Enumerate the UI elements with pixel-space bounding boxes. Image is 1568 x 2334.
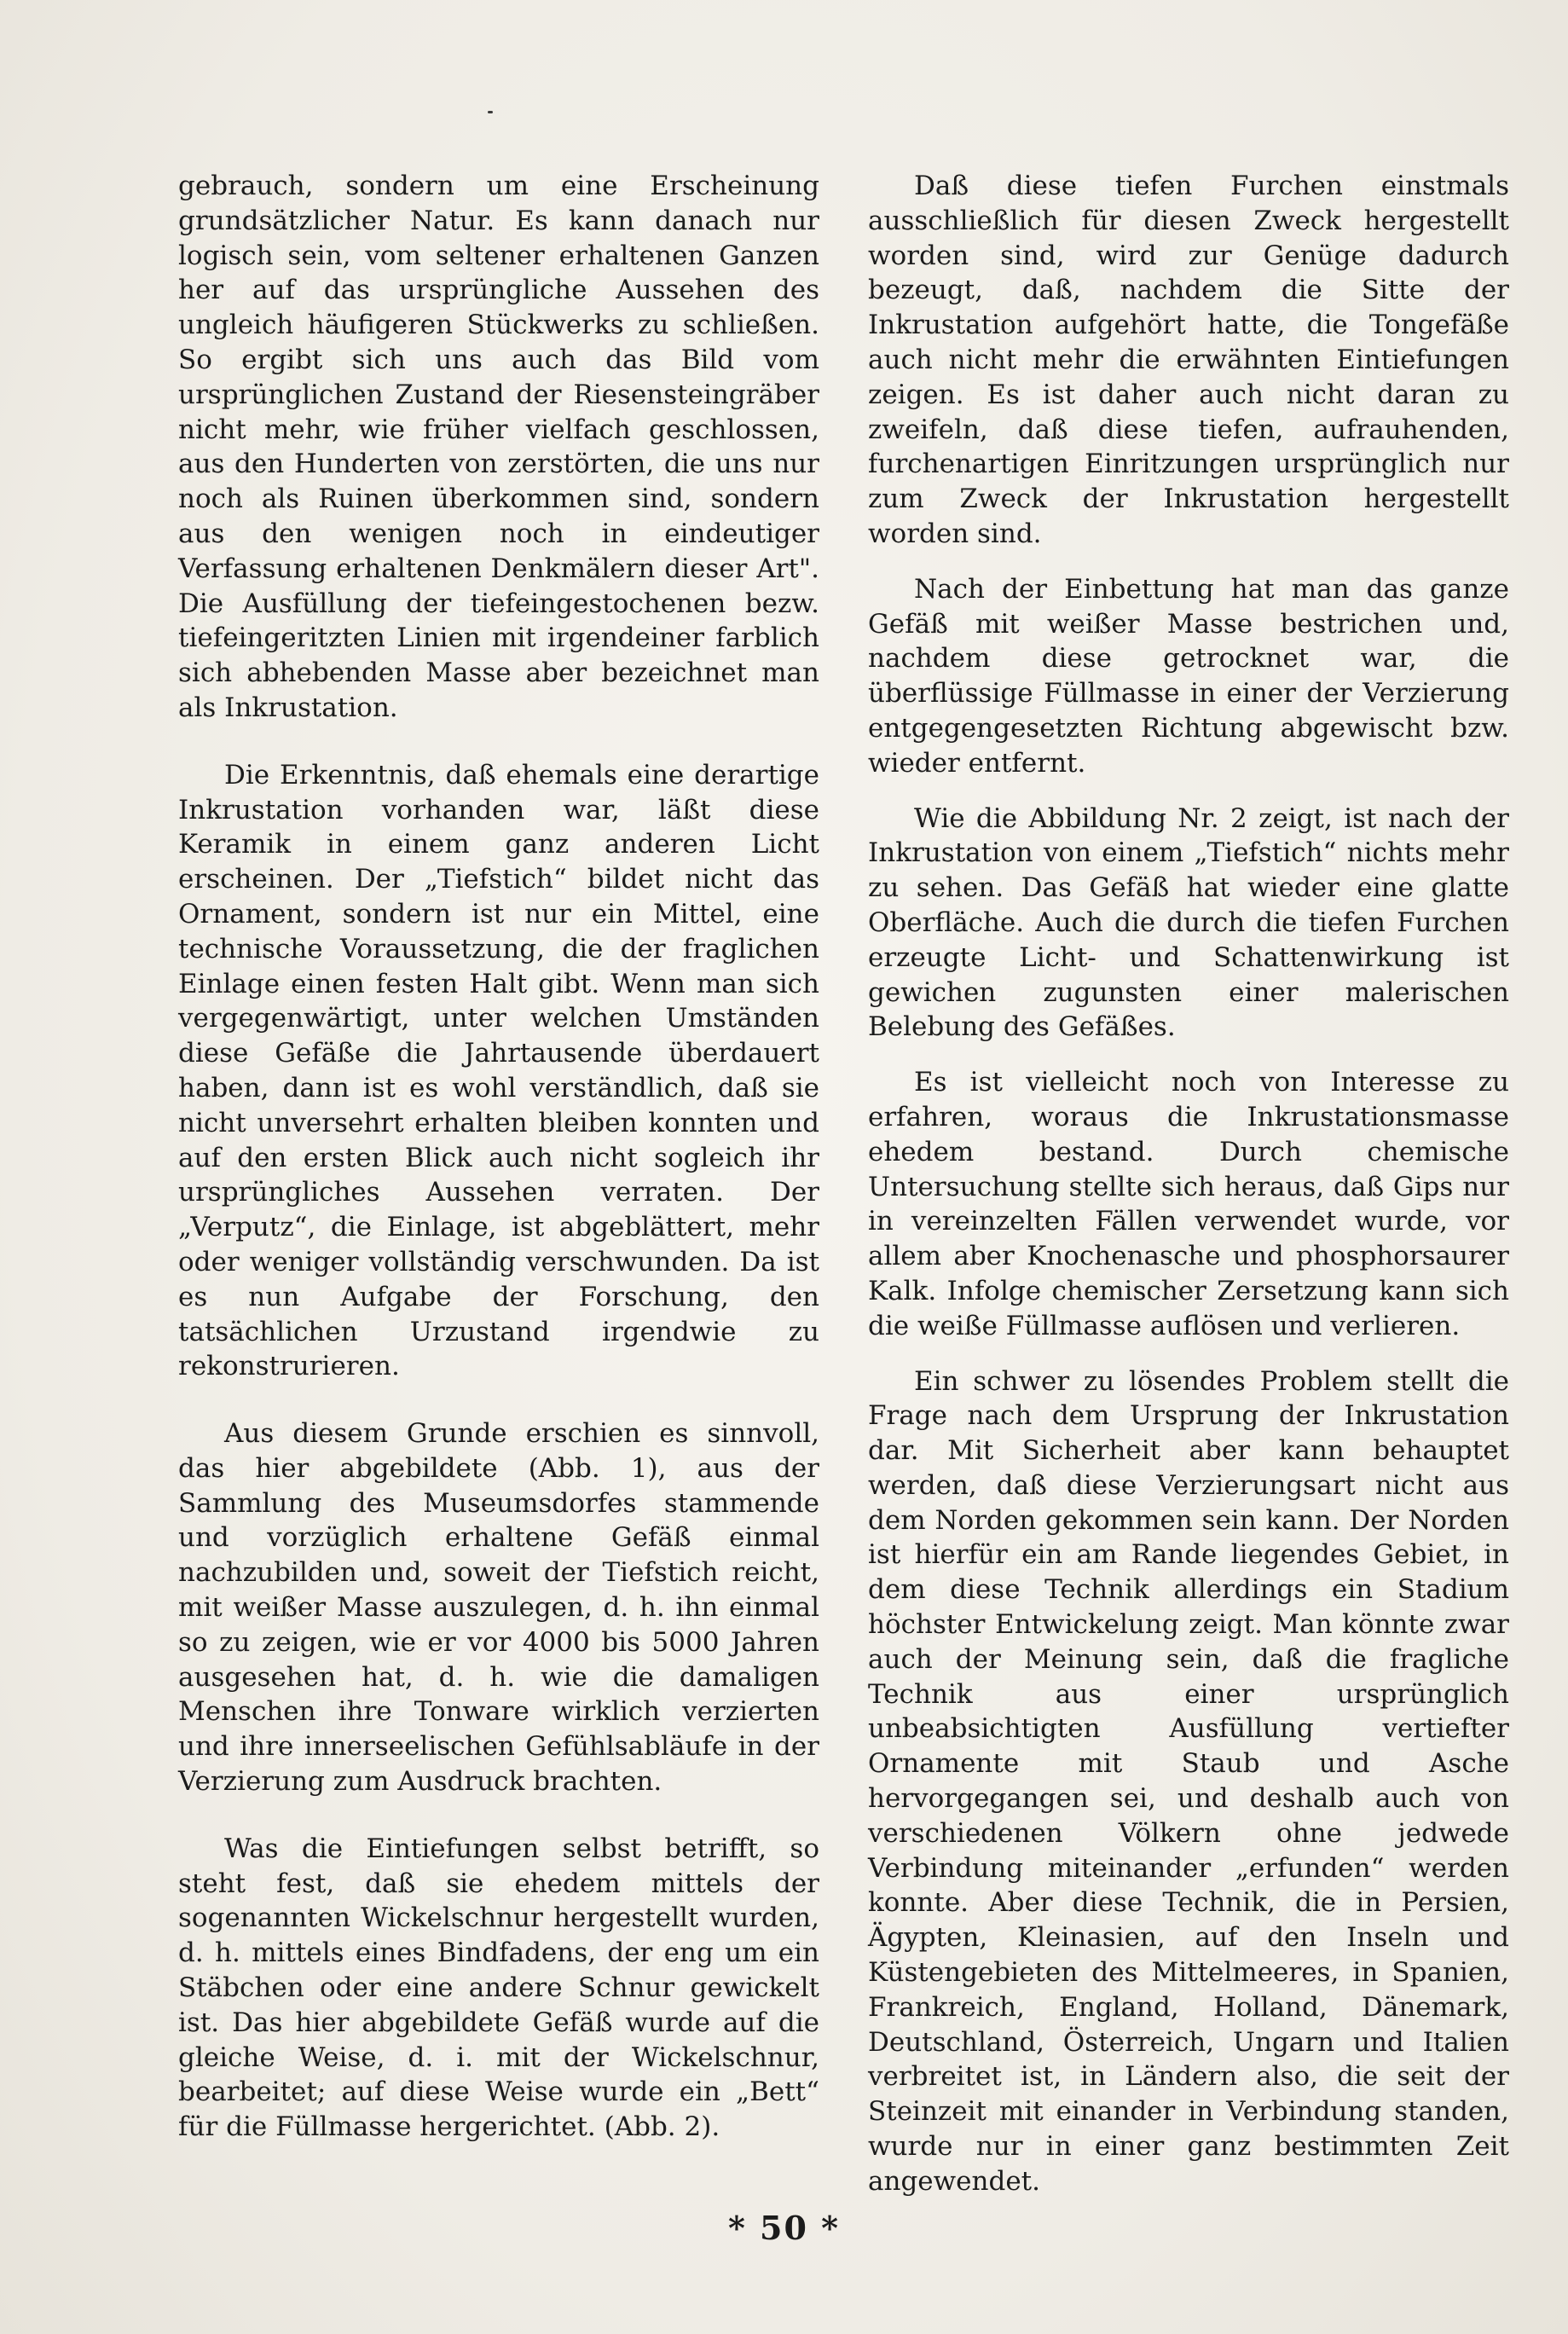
left-paragraph-2: Die Erkenntnis, daß ehemals eine derartige Inkrustation vorhanden war, läßt diese Keramik in einem ganz anderen Licht erscheinen. Der „Tiefstich“ bildet nicht das Ornament, sondern ist nur ein Mittel, eine technische Voraussetzung, die der fraglichen Einlage einen festen Halt gibt. Wenn man sich vergegenwärtigt, unter welchen Umständen diese Gefäße die Jahrtausende überdauert haben, dann ist es wohl verständlich, daß sie nicht unversehrt erhalten bleiben konnten und auf den ersten Blick auch nicht sogleich ihr ursprüngliches Aussehen verraten. Der „Verputz“, die Einlage, ist abgeblättert, mehr oder weniger vollständig verschwunden. Da ist es nun Aufgabe der Forschung, den tatsächlichen Urzustand irgendwie zu rekonstrurieren. [178,759,819,1382]
right-paragraph-5: Ein schwer zu lösendes Problem stellt die Frage nach dem Ursprung der Inkrustation dar. Mit Sicherheit aber kann behauptet werden, daß diese Verzierungsart nicht aus dem Norden gekommen sein kann. Der Norden ist hierfür ein am Rande liegendes Gebiet, in dem diese Technik allerdings ein Stadium höchster Entwickelung zeigt. Man könnte zwar auch der Meinung sein, daß die fragliche Technik aus einer ursprünglich unbeabsichtigten Ausfüllung vertiefter Ornamente mit Staub und Asche hervorgegangen sei, und deshalb auch von verschiedenen Völkern ohne jedwede Verbindung miteinander „erfunden“ werden konnte. Aber diese Technik, die in Persien, Ägypten, Kleinasien, auf den Inseln und Küstengebieten des Mittelmeeres, in Spanien, Frankreich, England, Holland, Dänemark, Deutschland, Österreich, Ungarn und Italien verbreitet ist, in Ländern also, die seit der Steinzeit mit einander in Verbindung standen, wurde nur in einer ganz bestimmten Zeit angewendet. [868,1365,1509,2197]
print-speck [488,111,493,113]
left-text-column [178,169,819,2145]
left-paragraph-4: Was die Eintiefungen selbst betrifft, so steht fest, daß sie ehedem mittels der sogenannten Wickelschnur hergestellt wurden, d. h. mittels eines Bindfadens, der eng um ein Stäbchen oder eine andere Schnur gewickelt ist. Das hier abgebildete Gefäß wurde auf die gleiche Weise, d. i. mit der Wickelschnur, bearbeitet; auf diese Weise wurde ein „Bett“ für die Füllmasse hergerichtet. (Abb. 2). [178,1833,819,2143]
right-paragraph-3: Wie die Abbildung Nr. 2 zeigt, ist nach der Inkrustation von einem „Tiefstich“ nichts mehr zu sehen. Das Gefäß hat wieder eine glatte Oberfläche. Auch die durch die tiefen Furchen erzeugte Licht- und Schattenwirkung ist gewichen zugunsten einer malerischen Belebung des Gefäßes. [868,802,1509,1043]
page-number: * 50 * [727,2209,841,2247]
left-paragraph-1: gebrauch, sondern um eine Erscheinung grundsätzlicher Natur. Es kann danach nur logisch sein, vom seltener erhaltenen Ganzen her auf das ursprüngliche Aussehen des ungleich häufigeren Stückwerks zu schließen. So ergibt sich uns auch das Bild vom ursprünglichen Zustand der Riesensteingräber nicht mehr, wie früher vielfach geschlossen, aus den Hunderten von zerstörten, die uns nur noch als Ruinen überkommen sind, sondern aus den wenigen noch in eindeutiger Verfassung erhaltenen Denkmälern dieser Art". Die Ausfüllung der tiefeingestochenen bezw. tiefeingeritzten Linien mit irgendeiner farblich sich abhebenden Masse aber bezeichnet man als Inkrustation. [178,171,819,723]
right-text-column [868,169,1509,2199]
right-paragraph-4: Es ist vielleicht noch von Interesse zu erfahren, woraus die Inkrustationsmasse ehedem bestand. Durch chemische Untersuchung stellte sich heraus, daß Gips nur in vereinzelten Fällen verwendet wurde, vor allem aber Knochenasche und phosphorsaurer Kalk. Infolge chemischer Zersetzung kann sich die weiße Füllmasse auflösen und verlieren. [868,1067,1509,1341]
left-paragraph-3: Aus diesem Grunde erschien es sinnvoll, das hier abgebildete (Abb. 1), aus der Sammlung des Museumsdorfes stammende und vorzüglich erhaltene Gefäß einmal nachzubilden und, soweit der Tiefstich reicht, mit weißer Masse auszulegen, d. h. ihn einmal so zu zeigen, wie er vor 4000 bis 5000 Jahren ausgesehen hat, d. h. wie die damaligen Menschen ihre Tonware wirklich verzierten und ihre innerseelischen Gefühlsabläufe in der Verzierung zum Ausdruck brachten. [178,1418,819,1798]
right-paragraph-2: Nach der Einbettung hat man das ganze Gefäß mit weißer Masse bestrichen und, nachdem diese getrocknet war, die überflüssige Füllmasse in einer der Verzierung entgegengesetzten Richtung abgewischt bzw. wieder entfernt. [868,573,1509,779]
right-paragraph-1: Daß diese tiefen Furchen einstmals ausschließlich für diesen Zweck hergestellt worden sind, wird zur Genüge dadurch bezeugt, daß, nachdem die Sitte der Inkrustation aufgehört hatte, die Tongefäße auch nicht mehr die erwähnten Eintiefungen zeigen. Es ist daher auch nicht daran zu zweifeln, daß diese tiefen, aufrauhenden, furchenartigen Einritzungen ursprünglich nur zum Zweck der Inkrustation hergestellt worden sind. [868,171,1509,549]
